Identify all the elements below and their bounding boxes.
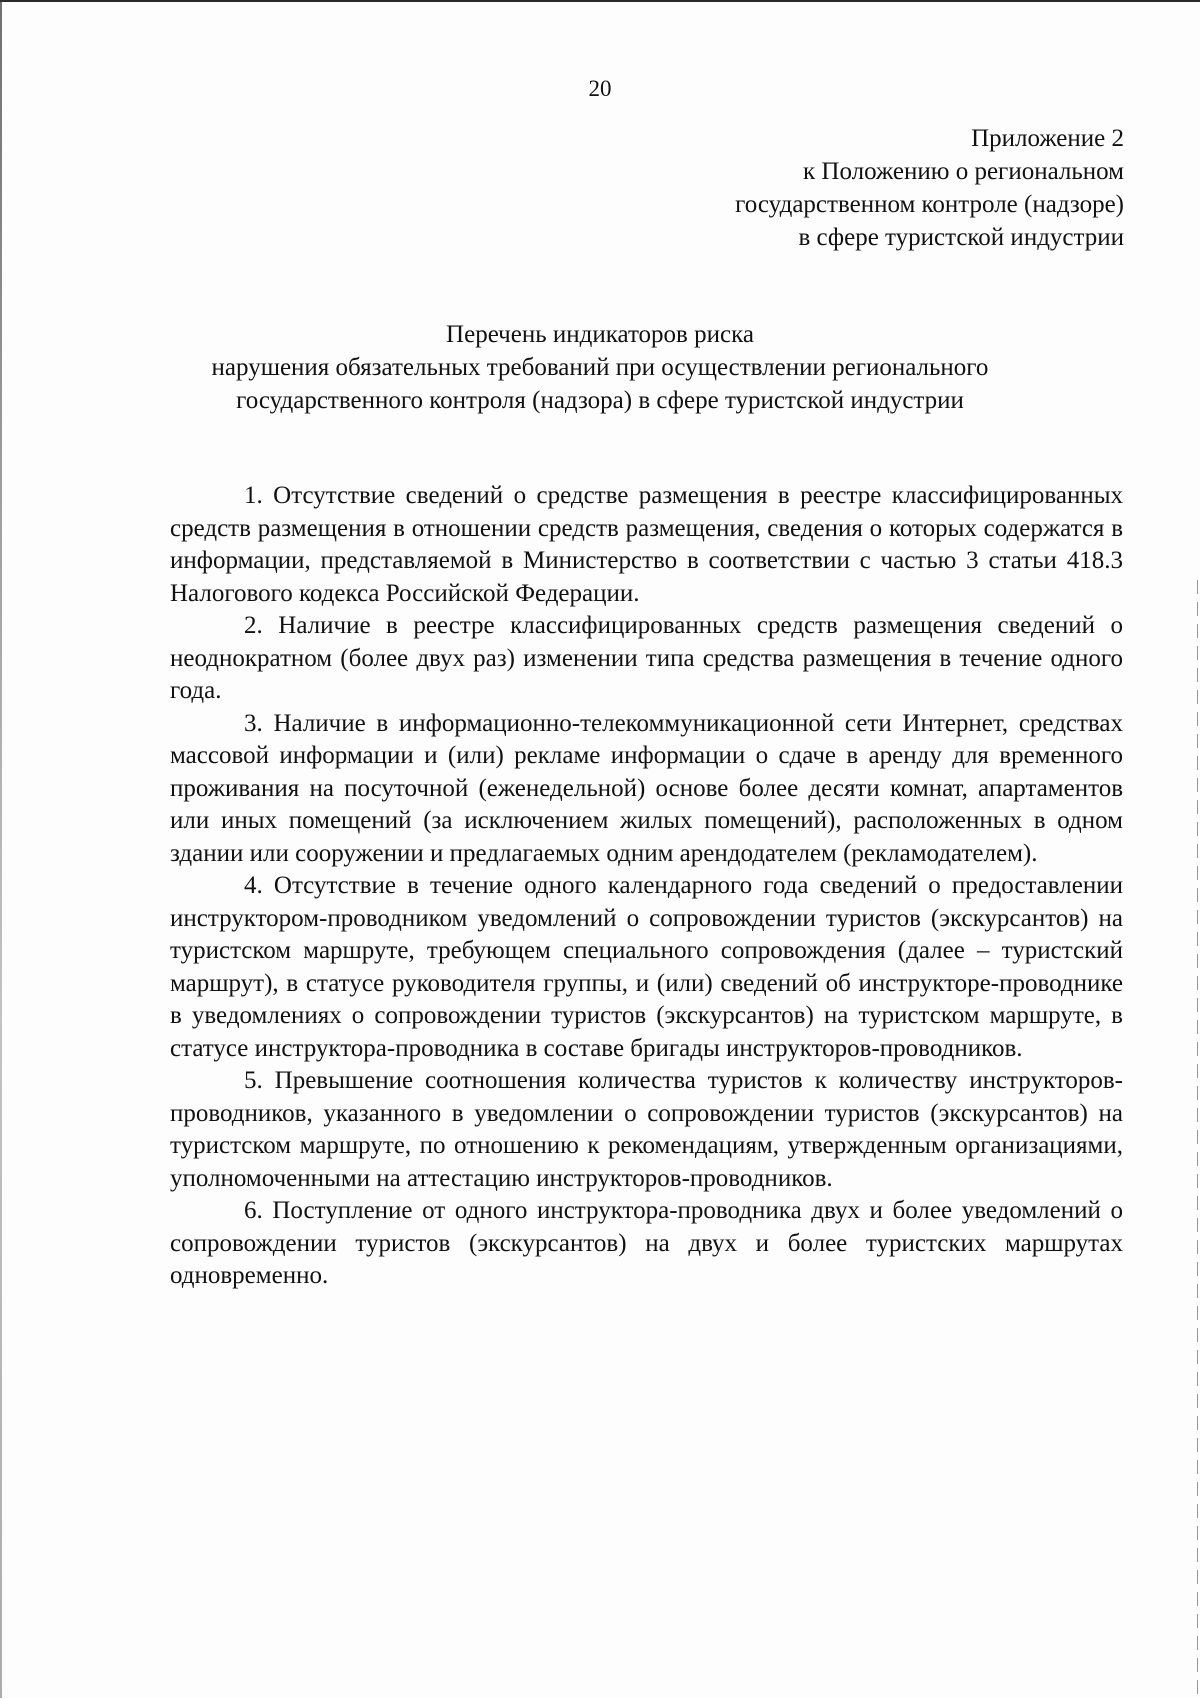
appendix-header — [735, 122, 1124, 254]
list-item: 1. Отсутствие сведений о средстве размещения в реестре классифицированных средств размещения в отношении средств размещения, сведения о которых содержатся в информации, представляемой в Министерство в соответствии с частью 3 статьи 418.3 Налогового кодекса Российской Федерации. — [170, 482, 1123, 607]
title-line: государственного контроля (надзора) в сфере туристской индустрии — [236, 387, 964, 414]
list-item: 4. Отсутствие в течение одного календарного года сведений о предоставлении инструктором-проводником уведомлений о сопровождении туристов (экскурсантов) на туристском маршруте, требующем специального сопровождения (далее – туристский маршрут), в статусе руководителя группы, и (или) сведений об инструкторе-проводнике в уведомлениях о сопровождении туристов (экскурсантов) на туристском маршруте, в статусе инструктора-проводника в составе бригады инструкторов-проводников. — [170, 872, 1123, 1062]
document-title — [0, 318, 1200, 417]
scan-edge-right — [1197, 580, 1198, 1700]
appendix-line: в сфере туристской индустрии — [798, 224, 1124, 251]
appendix-line: к Положению о региональном — [803, 158, 1124, 185]
page-number: 20 — [588, 76, 612, 101]
list-item: 5. Превышение соотношения количества туристов к количеству инструкторов-проводников, указанного в уведомлении о сопровождении туристов (экскурсантов) на туристском маршруте, по отношению к рекомендациям, утвержденным организациями, уполномоченными на аттестацию инструкторов-проводников. — [170, 1067, 1123, 1192]
title-line: нарушения обязательных требований при осуществлении регионального — [211, 354, 989, 381]
scan-edge-left — [0, 0, 2, 1698]
indicator-list — [170, 480, 1123, 1293]
title-line: Перечень индикаторов риска — [446, 321, 754, 348]
appendix-line: государственном контроле (надзоре) — [735, 191, 1124, 218]
appendix-line: Приложение 2 — [971, 125, 1124, 152]
scan-edge-top — [0, 0, 1200, 2]
list-item: 2. Наличие в реестре классифицированных средств размещения сведений о неоднократном (более двух раз) изменении типа средства размещения в течение одного года. — [170, 612, 1123, 704]
list-item: 6. Поступление от одного инструктора-проводника двух и более уведомлений о сопровождении туристов (экскурсантов) на двух и более туристских маршрутах одновременно. — [170, 1197, 1123, 1289]
list-item: 3. Наличие в информационно-телекоммуникационной сети Интернет, средствах массовой информации и (или) рекламе информации о сдаче в аренду для временного проживания на посуточной (еженедельной) основе более десяти комнат, апартаментов или иных помещений (за исключением жилых помещений), расположенных в одном здании или сооружении и предлагаемых одним арендодателем (рекламодателем). — [170, 709, 1123, 867]
